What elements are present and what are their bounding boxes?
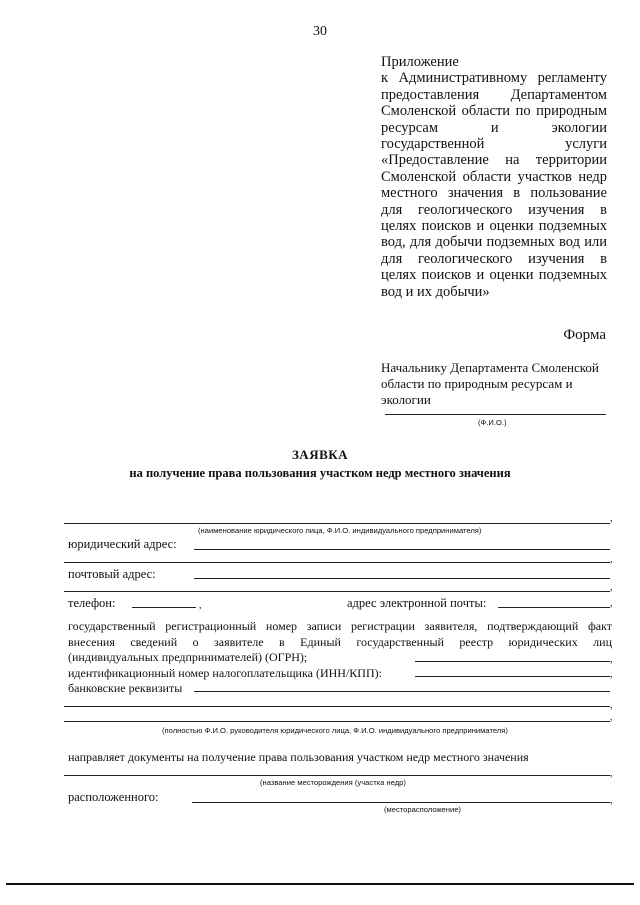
appendix-line: Приложение: [381, 54, 459, 70]
bank-details-field-line2[interactable]: [64, 706, 610, 707]
deposit-name-hint: (название месторождения (участка недр): [260, 778, 406, 787]
page-number: 30: [313, 24, 327, 39]
comma: ,: [610, 654, 613, 665]
appendix-line: к Административному регламенту: [381, 70, 607, 87]
addressee-fio-field[interactable]: [385, 414, 606, 415]
registration-paragraph: [68, 619, 612, 697]
addressee-line: экологии: [381, 392, 431, 407]
appendix-line: для геологического изучения в: [381, 201, 607, 218]
comma: ,: [610, 669, 613, 680]
comma: ,: [610, 598, 613, 609]
applicant-name-hint: (наименование юридического лица, Ф.И.О. индивидуального предпринимателя): [198, 526, 482, 535]
comma: ,: [610, 554, 613, 565]
addressee-fio-hint: (Ф.И.О.): [478, 418, 507, 427]
appendix-line: предоставления Департаментом: [381, 86, 607, 103]
postal-address-label: почтовый адрес:: [68, 567, 156, 581]
appendix-line: местного значения в пользование: [381, 185, 607, 202]
bank-details-field[interactable]: [194, 691, 610, 692]
postal-address-field[interactable]: [194, 578, 610, 579]
appendix-line: ресурсам и экологии: [381, 119, 607, 136]
appendix-block: [381, 54, 607, 300]
appendix-line: целях поисков и оценки подземных: [381, 267, 607, 284]
inn-field[interactable]: [415, 676, 610, 677]
email-label: адрес электронной почты:: [347, 596, 487, 610]
appendix-line: вод и их добычи»: [381, 283, 490, 300]
location-hint: (месторасположение): [384, 805, 461, 814]
phone-field[interactable]: [132, 607, 196, 608]
appendix-line: государственной услуги: [381, 136, 607, 153]
comma: ,: [610, 768, 613, 779]
comma: ,: [610, 582, 613, 593]
appendix-line: вод, для добычи подземных вод или: [381, 234, 607, 251]
ogrn-line: государственный регистрационный номер записи регистрации заявителя, подтверждающий факт: [68, 619, 612, 633]
addressee-line: Начальнику Департамента Смоленской: [381, 360, 599, 375]
ogrn-field[interactable]: [415, 661, 610, 662]
addressee-line: области по природным ресурсам и: [381, 376, 573, 391]
applicant-name-field[interactable]: [64, 523, 610, 524]
legal-address-label: юридический адрес:: [68, 537, 177, 551]
located-label: расположенного:: [68, 790, 159, 804]
location-field[interactable]: [192, 802, 610, 803]
inn-label: идентификационный номер налогоплательщика (ИНН/КПП):: [68, 665, 382, 680]
sends-documents-text: направляет документы на получение права пользования участком недр местного значения: [68, 750, 529, 764]
legal-address-field-line2[interactable]: [64, 562, 610, 563]
appendix-line: Смоленской области участков недр: [381, 168, 607, 185]
deposit-name-field[interactable]: [64, 775, 610, 776]
addressee-block: [381, 360, 611, 408]
head-name-hint: (полностью Ф.И.О. руководителя юридического лица, Ф.И.О. индивидуального предпринимателя): [162, 726, 508, 735]
appendix-line: «Предоставление на территории: [381, 152, 607, 169]
comma: ,: [199, 600, 202, 611]
postal-address-field-line2[interactable]: [64, 591, 610, 592]
appendix-line: целях поисков и оценки подземных: [381, 218, 607, 235]
footer-divider: [6, 883, 634, 885]
comma: ,: [610, 795, 613, 806]
phone-label: телефон:: [68, 596, 116, 610]
bank-details-label: банковские реквизиты: [68, 681, 183, 695]
legal-address-field[interactable]: [194, 549, 610, 550]
email-field[interactable]: [498, 607, 610, 608]
comma: ,: [610, 700, 613, 711]
form-label: Форма: [563, 327, 606, 343]
comma: ,: [610, 712, 613, 723]
head-name-field[interactable]: [64, 721, 610, 722]
ogrn-line: внесения сведений о заявителе в Единый государственный реестр юридических лиц: [68, 634, 612, 649]
document-title: ЗАЯВКА: [291, 447, 349, 462]
document-subtitle: на получение права пользования участком недр местного значения: [129, 466, 511, 480]
comma: ,: [610, 513, 613, 524]
appendix-line: Смоленской области по природным: [381, 103, 607, 120]
appendix-line: для геологического изучения в: [381, 250, 607, 267]
ogrn-line: (индивидуальных предпринимателей) (ОГРН);: [68, 650, 308, 664]
